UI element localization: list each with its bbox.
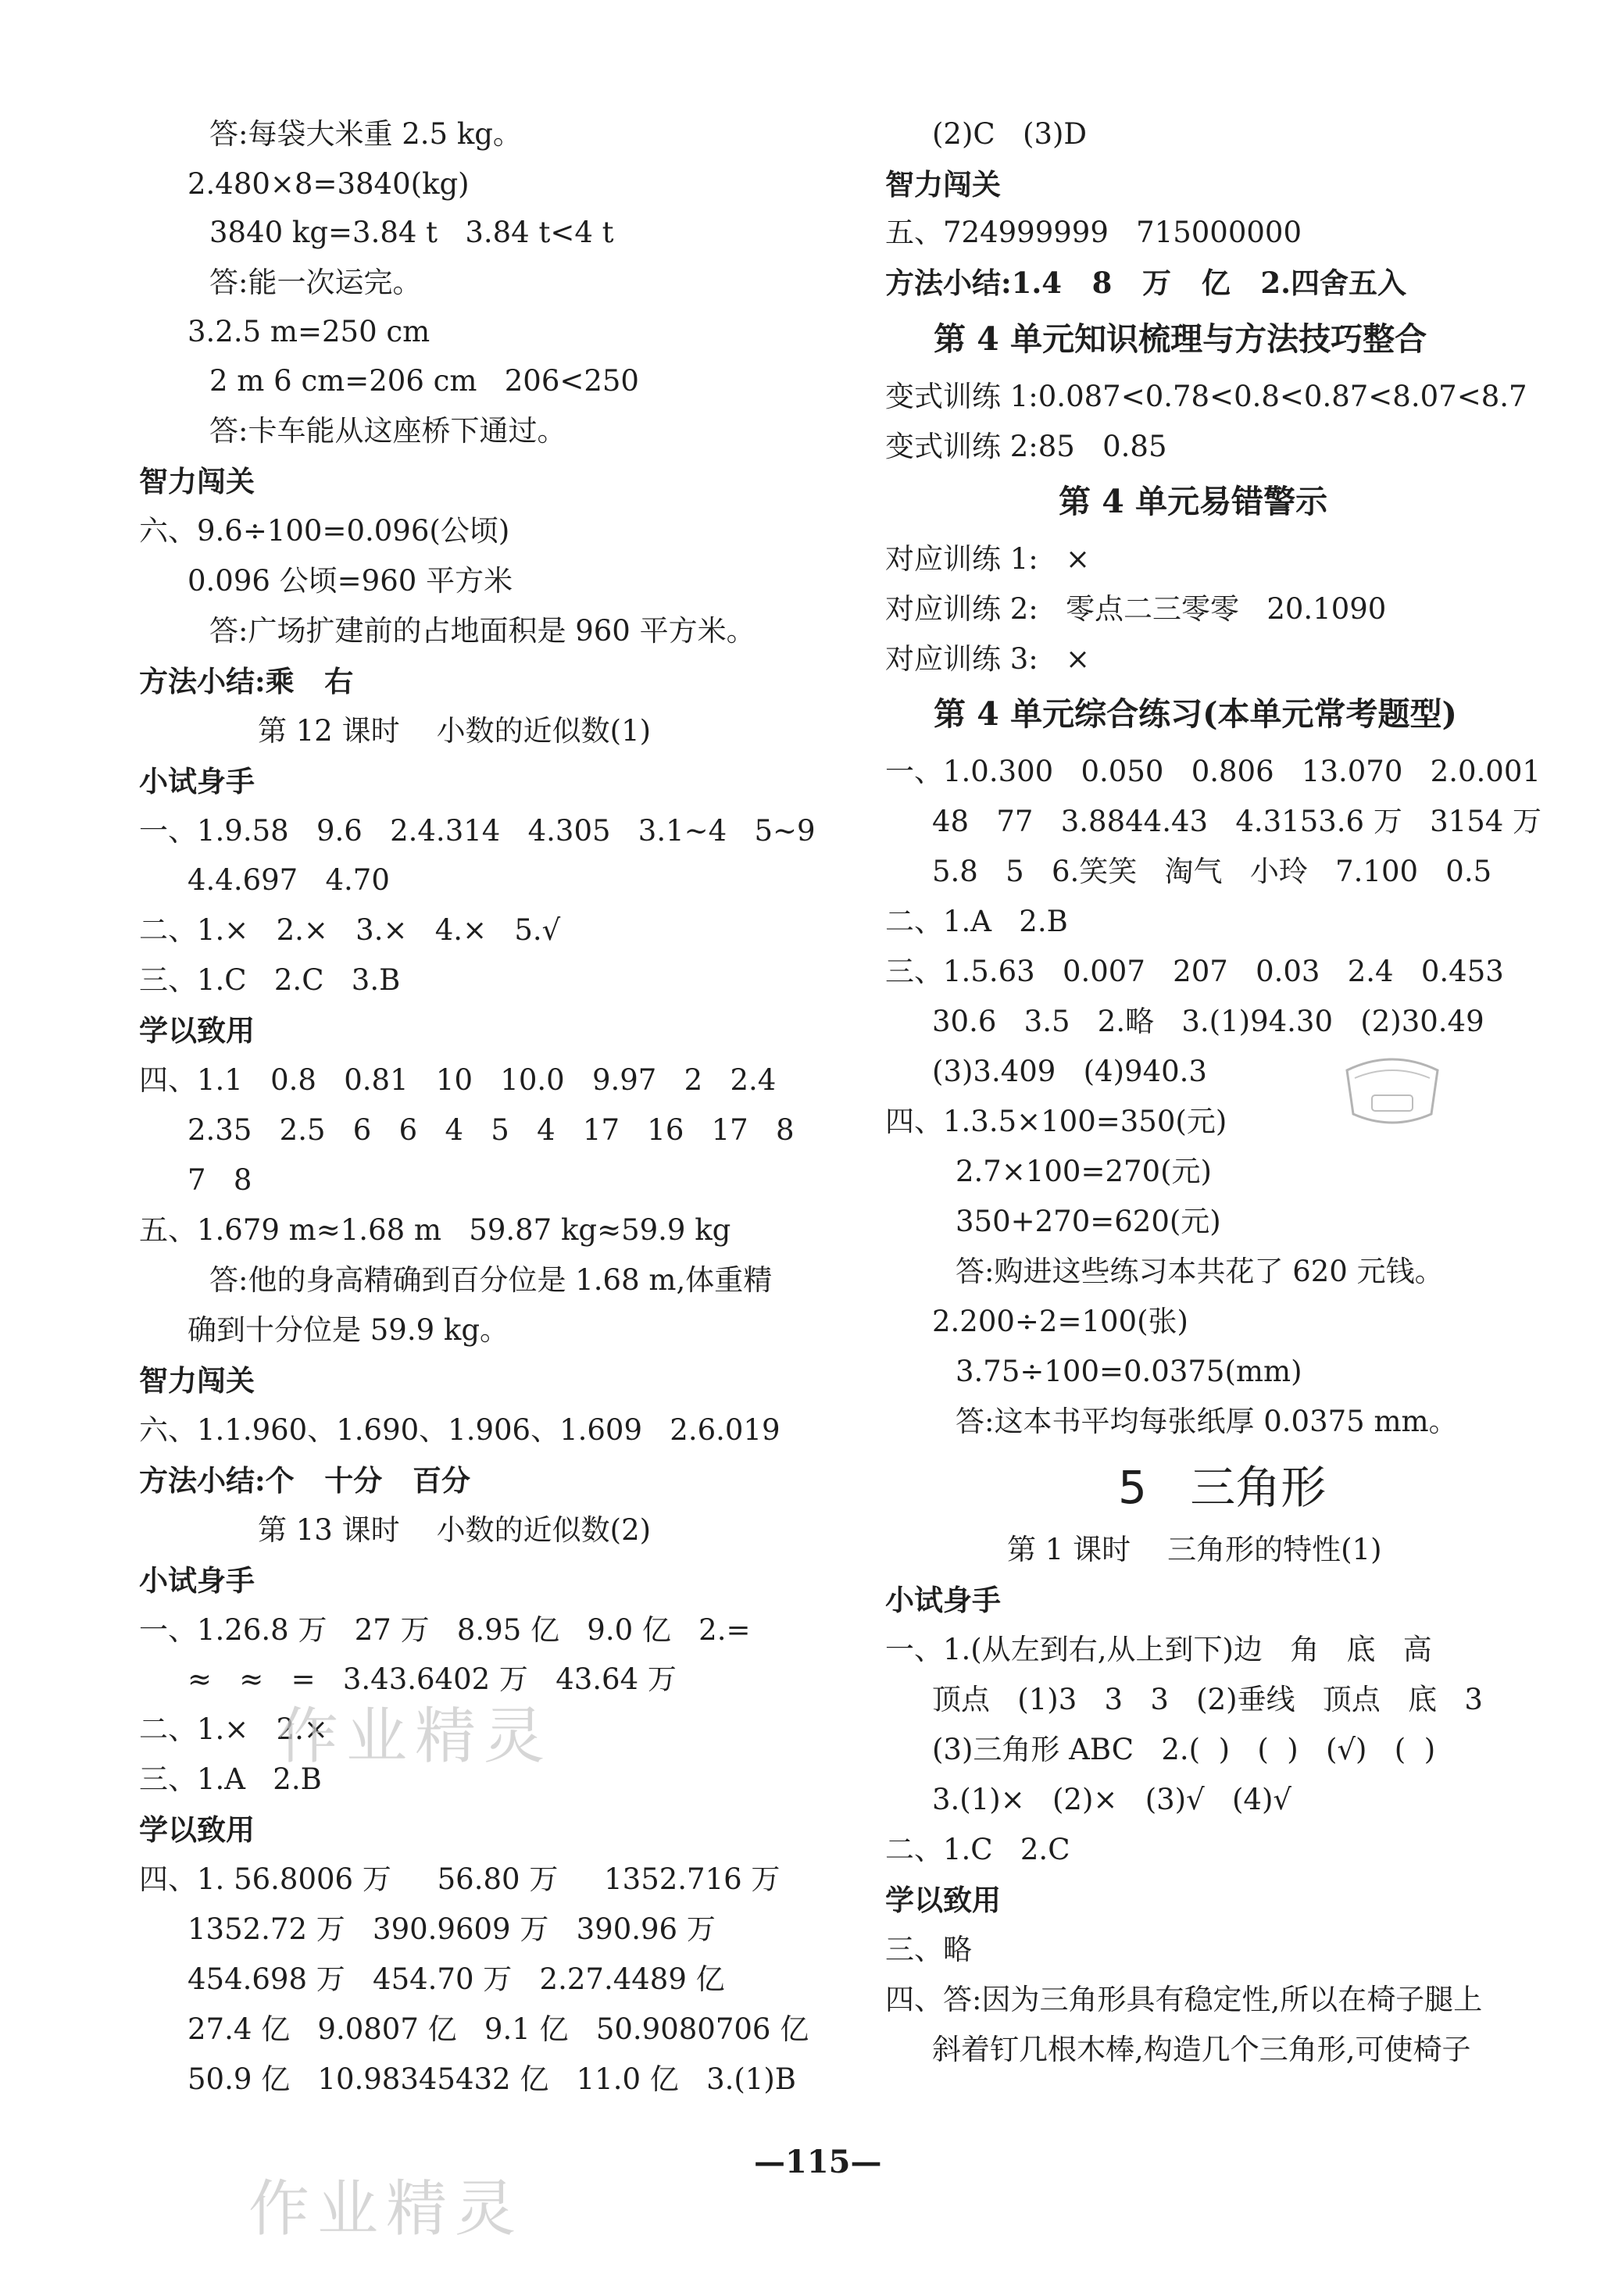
watermark-middle: 作业精灵 bbox=[277, 1701, 553, 1772]
left-line-25: 确到十分位是 59.9 kg。 bbox=[188, 1313, 509, 1347]
right-line-34: 二、1.C 2.C bbox=[885, 1833, 1070, 1866]
left-line-40: 50.9 亿 10.98345432 亿 11.0 亿 3.(1)B bbox=[188, 2062, 796, 2096]
left-line-34: 三、1.A 2.B bbox=[139, 1762, 322, 1796]
right-line-22: 350+270=620(元) bbox=[956, 1205, 1221, 1238]
right-line-31: 顶点 (1)3 3 3 (2)垂线 顶点 底 3 bbox=[932, 1683, 1483, 1716]
left-line-11: 答:广场扩建前的占地面积是 960 平方米。 bbox=[209, 614, 756, 648]
right-line-17: 三、1.5.63 0.007 207 0.03 2.4 0.453 bbox=[885, 955, 1504, 988]
watermark-bottom: 作业精灵 bbox=[248, 2174, 524, 2244]
left-line-12: 方法小结:乘 右 bbox=[139, 664, 354, 698]
right-line-5: 第 4 单元知识梳理与方法技巧整合 bbox=[934, 320, 1427, 358]
left-line-17: 二、1.× 2.× 3.× 4.× 5.√ bbox=[139, 913, 561, 947]
left-line-2: 2.480×8=3840(kg) bbox=[188, 167, 470, 201]
right-line-10: 对应训练 2: 零点二三零零 20.1090 bbox=[885, 592, 1387, 626]
left-line-9: 六、9.6÷100=0.096(公顷) bbox=[139, 514, 510, 548]
right-line-13: 一、1.0.300 0.050 0.806 13.070 2.0.001 bbox=[885, 755, 1541, 788]
right-line-37: 四、答:因为三角形具有稳定性,所以在椅子腿上 bbox=[885, 1983, 1483, 2016]
right-line-27: 5 三角形 bbox=[1118, 1461, 1327, 1514]
left-line-3: 3840 kg=3.84 t 3.84 t<4 t bbox=[209, 216, 614, 249]
right-line-21: 2.7×100=270(元) bbox=[956, 1155, 1212, 1188]
right-line-6: 变式训练 1:0.087<0.78<0.8<0.87<8.07<8.7 bbox=[885, 380, 1527, 413]
right-line-3: 五、724999999 715000000 bbox=[885, 216, 1302, 249]
left-line-26: 智力闯关 bbox=[139, 1363, 255, 1398]
left-line-16: 4.4.697 4.70 bbox=[188, 863, 390, 897]
right-line-30: 一、1.(从左到右,从上到下)边 角 底 高 bbox=[885, 1633, 1432, 1666]
watermark-stamp-logo bbox=[1338, 1047, 1447, 1133]
left-line-33: 二、1.× 2.× bbox=[139, 1712, 328, 1746]
right-line-35: 学以致用 bbox=[885, 1883, 1001, 1917]
left-line-38: 454.698 万 454.70 万 2.27.4489 亿 bbox=[188, 1962, 725, 1996]
right-line-8: 第 4 单元易错警示 bbox=[1059, 483, 1328, 520]
left-line-30: 小试身手 bbox=[139, 1563, 255, 1598]
left-line-7: 答:卡车能从这座桥下通过。 bbox=[209, 414, 566, 448]
left-line-5: 3.2.5 m=250 cm bbox=[188, 315, 430, 348]
right-line-7: 变式训练 2:85 0.85 bbox=[885, 430, 1167, 463]
left-line-15: 一、1.9.58 9.6 2.4.314 4.305 3.1~4 5~9 bbox=[139, 814, 816, 848]
right-line-2: 智力闯关 bbox=[885, 167, 1001, 202]
right-line-4: 方法小结:1.4 8 万 亿 2.四舍五入 bbox=[885, 266, 1406, 300]
left-line-35: 学以致用 bbox=[139, 1812, 255, 1847]
right-line-11: 对应训练 3: × bbox=[885, 642, 1091, 676]
left-line-29: 第 13 课时 小数的近似数(2) bbox=[258, 1513, 652, 1547]
right-line-20: 四、1.3.5×100=350(元) bbox=[885, 1105, 1227, 1138]
right-line-28: 第 1 课时 三角形的特性(1) bbox=[1007, 1533, 1382, 1566]
left-line-6: 2 m 6 cm=206 cm 206<250 bbox=[209, 364, 639, 398]
right-line-16: 二、1.A 2.B bbox=[885, 905, 1068, 938]
page-number: —115— bbox=[754, 2144, 882, 2180]
right-line-14: 48 77 3.8844.43 4.3153.6 万 3154 万 bbox=[932, 805, 1542, 838]
right-line-26: 答:这本书平均每张纸厚 0.0375 mm。 bbox=[956, 1405, 1458, 1438]
left-line-21: 2.35 2.5 6 6 4 5 4 17 16 17 8 bbox=[188, 1113, 795, 1147]
left-line-23: 五、1.679 m≈1.68 m 59.87 kg≈59.9 kg bbox=[139, 1213, 731, 1247]
right-line-33: 3.(1)× (2)× (3)√ (4)√ bbox=[932, 1783, 1291, 1816]
right-line-18: 30.6 3.5 2.略 3.(1)94.30 (2)30.49 bbox=[932, 1005, 1484, 1038]
left-line-39: 27.4 亿 9.0807 亿 9.1 亿 50.9080706 亿 bbox=[188, 2012, 809, 2046]
left-line-37: 1352.72 万 390.9609 万 390.96 万 bbox=[188, 1912, 716, 1946]
left-line-22: 7 8 bbox=[188, 1163, 252, 1197]
right-line-23: 答:购进这些练习本共花了 620 元钱。 bbox=[956, 1255, 1444, 1288]
left-line-13: 第 12 课时 小数的近似数(1) bbox=[258, 714, 652, 748]
left-line-32: ≈ ≈ = 3.43.6402 万 43.64 万 bbox=[188, 1662, 677, 1696]
left-line-1: 答:每袋大米重 2.5 kg。 bbox=[209, 117, 522, 151]
right-line-32: (3)三角形 ABC 2.( ) ( ) (√) ( ) bbox=[932, 1733, 1436, 1766]
left-line-24: 答:他的身高精确到百分位是 1.68 m,体重精 bbox=[209, 1263, 773, 1297]
left-line-14: 小试身手 bbox=[139, 764, 255, 798]
right-line-19: (3)3.409 (4)940.3 bbox=[932, 1055, 1207, 1088]
right-line-15: 5.8 5 6.笑笑 淘气 小玲 7.100 0.5 bbox=[932, 855, 1492, 888]
left-line-18: 三、1.C 2.C 3.B bbox=[139, 963, 401, 997]
left-line-31: 一、1.26.8 万 27 万 8.95 亿 9.0 亿 2.= bbox=[139, 1613, 751, 1647]
right-line-12: 第 4 单元综合练习(本单元常考题型) bbox=[934, 695, 1457, 733]
left-line-8: 智力闯关 bbox=[139, 464, 255, 498]
right-line-9: 对应训练 1: × bbox=[885, 542, 1091, 576]
right-line-24: 2.200÷2=100(张) bbox=[932, 1305, 1188, 1338]
left-line-10: 0.096 公顷=960 平方米 bbox=[188, 564, 513, 598]
left-line-28: 方法小结:个 十分 百分 bbox=[139, 1463, 470, 1498]
right-line-25: 3.75÷100=0.0375(mm) bbox=[956, 1355, 1302, 1388]
right-line-1: (2)C (3)D bbox=[932, 117, 1088, 151]
right-line-36: 三、略 bbox=[885, 1933, 972, 1966]
left-line-4: 答:能一次运完。 bbox=[209, 266, 422, 299]
right-line-38: 斜着钉几根木棒,构造几个三角形,可使椅子 bbox=[932, 2033, 1471, 2066]
right-line-29: 小试身手 bbox=[885, 1583, 1001, 1617]
left-line-19: 学以致用 bbox=[139, 1013, 255, 1048]
left-line-20: 四、1.1 0.8 0.81 10 10.0 9.97 2 2.4 bbox=[139, 1063, 777, 1097]
left-line-27: 六、1.1.960、1.690、1.906、1.609 2.6.019 bbox=[139, 1413, 781, 1447]
left-line-36: 四、1. 56.8006 万 56.80 万 1352.716 万 bbox=[139, 1862, 781, 1896]
